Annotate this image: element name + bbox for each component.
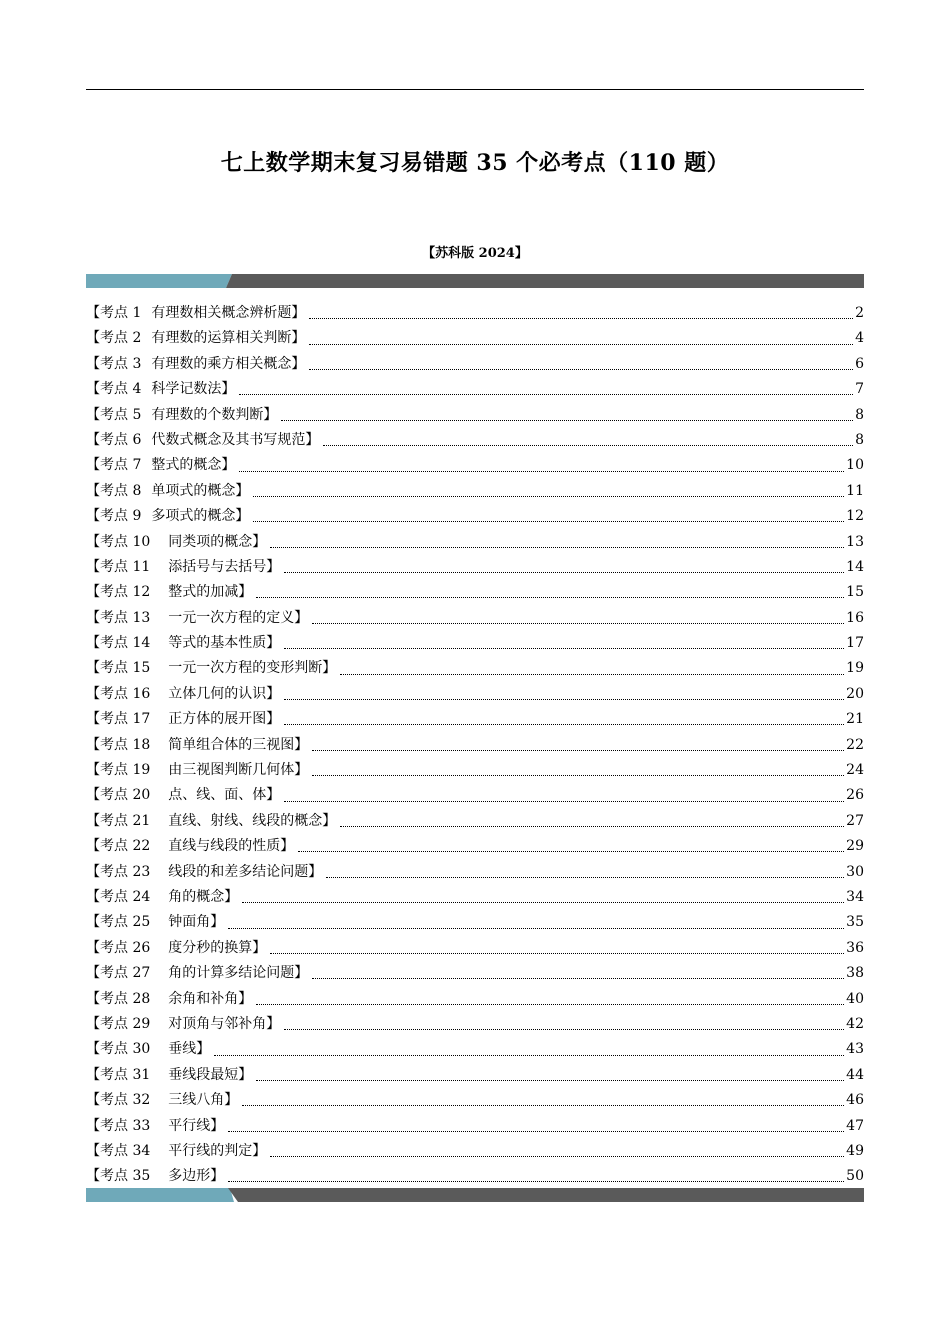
toc-entry-number: 【考点 33 [86,1117,151,1134]
toc-entry-number: 【考点 11 [86,558,151,575]
band-gray-segment [228,1188,864,1202]
toc-entry-number: 【考点 22 [86,838,151,855]
toc-entry[interactable] [86,631,864,656]
toc-entry[interactable] [86,580,864,605]
toc-entry-page: 10 [846,457,864,474]
toc-dot-leader [284,699,844,700]
toc-entry-page: 29 [846,838,864,855]
toc-entry-page: 17 [846,635,864,652]
toc-entry-label [86,504,249,529]
toc-entry-number: 【考点 29 [86,1015,151,1032]
toc-entry-page: 21 [846,711,864,728]
toc-entry-label [86,1012,280,1037]
toc-entry-page: 6 [855,355,864,372]
toc-entry[interactable] [86,1063,864,1088]
toc-entry[interactable] [86,530,864,555]
toc-entry[interactable] [86,479,864,504]
toc-dot-leader [256,1080,844,1081]
toc-dot-leader [340,826,844,827]
toc-entry-title: 一元一次方程的定义】 [168,609,309,626]
toc-dot-leader [228,1131,844,1132]
toc-entry-label [86,580,252,605]
toc-entry-number: 【考点 27 [86,965,151,982]
toc-entry-title: 等式的基本性质】 [168,635,281,652]
toc-entry-title: 整式的加减】 [168,584,253,601]
toc-dot-leader [312,978,844,979]
toc-dot-leader [256,597,844,598]
toc-entry-title: 代数式概念及其书写规范】 [151,431,320,448]
toc-entry-label [86,326,305,351]
toc-dot-leader [284,648,844,649]
toc-entry-label [86,860,322,885]
toc-entry-page: 12 [846,508,864,525]
toc-entry-page: 35 [846,914,864,931]
toc-entry-title: 垂线段最短】 [168,1066,253,1083]
toc-entry-page: 20 [846,685,864,702]
decorative-band-top [86,274,864,288]
toc-entry-page: 8 [855,406,864,423]
toc-entry-page: 44 [846,1066,864,1083]
toc-entry[interactable] [86,1088,864,1113]
toc-entry[interactable] [86,606,864,631]
toc-entry-page: 36 [846,939,864,956]
toc-entry-number: 【考点 15 [86,660,151,677]
toc-entry-title: 一元一次方程的变形判断】 [168,660,337,677]
toc-dot-leader [239,471,844,472]
toc-entry-page: 49 [846,1142,864,1159]
toc-entry-title: 正方体的展开图】 [168,711,281,728]
toc-entry-label [86,783,280,808]
toc-entry-number: 【考点 14 [86,635,151,652]
toc-dot-leader [270,1156,844,1157]
toc-entry-page: 50 [846,1168,864,1185]
toc-entry[interactable] [86,352,864,377]
toc-entry-title: 对顶角与邻补角】 [168,1015,281,1032]
toc-entry-label [86,1088,238,1113]
toc-entry-number: 【考点 21 [86,812,151,829]
toc-entry-title: 有理数的个数判断】 [151,406,278,423]
toc-entry-title: 直线与线段的性质】 [168,838,295,855]
toc-dot-leader [281,420,853,421]
toc-entry-number: 【考点 18 [86,736,151,753]
toc-entry-page: 16 [846,609,864,626]
toc-entry-label [86,936,266,961]
toc-entry-label [86,987,252,1012]
toc-entry-number: 【考点 20 [86,787,151,804]
toc-dot-leader [239,394,853,395]
toc-dot-leader [323,445,853,446]
toc-dot-leader [309,318,853,319]
toc-dot-leader [309,369,853,370]
toc-entry-page: 8 [855,431,864,448]
toc-dot-leader [312,623,844,624]
toc-entry-label [86,885,238,910]
toc-dot-leader [214,1055,844,1056]
toc-entry-page: 30 [846,863,864,880]
toc-entry-label [86,530,266,555]
toc-entry[interactable] [86,1114,864,1139]
toc-entry-label [86,428,319,453]
toc-entry[interactable] [86,809,864,834]
toc-entry-number: 【考点 35 [86,1168,151,1185]
toc-entry-title: 垂线】 [168,1041,211,1058]
toc-entry-label [86,1063,252,1088]
toc-dot-leader [253,521,844,522]
toc-dot-leader [312,750,844,751]
toc-entry-number: 【考点 34 [86,1142,151,1159]
toc-entry-title: 度分秒的换算】 [168,939,267,956]
toc-dot-leader [312,775,844,776]
toc-entry-number: 【考点 16 [86,685,151,702]
toc-dot-leader [309,344,853,345]
band-gray-segment [226,274,864,288]
toc-entry-page: 4 [855,330,864,347]
toc-entry-number: 【考点 7 [86,457,142,474]
toc-entry-page: 40 [846,990,864,1007]
toc-entry-label [86,606,308,631]
toc-dot-leader [284,572,844,573]
toc-entry-number: 【考点 8 [86,482,142,499]
toc-entry-title: 点、线、面、体】 [168,787,281,804]
toc-entry-number: 【考点 10 [86,533,151,550]
toc-entry-title: 整式的概念】 [151,457,236,474]
toc-entry-label [86,910,224,935]
toc-entry[interactable] [86,783,864,808]
toc-entry-number: 【考点 32 [86,1092,151,1109]
toc-entry-label [86,377,235,402]
toc-entry[interactable] [86,377,864,402]
toc-entry-label [86,1114,224,1139]
toc-entry-number: 【考点 5 [86,406,142,423]
toc-entry-number: 【考点 26 [86,939,151,956]
toc-entry-title: 余角和补角】 [168,990,253,1007]
toc-dot-leader [298,851,844,852]
toc-entry-number: 【考点 3 [86,355,142,372]
toc-entry-label [86,1139,266,1164]
band-teal-segment [86,274,232,288]
toc-entry-page: 7 [855,381,864,398]
toc-entry-title: 多项式的概念】 [151,508,250,525]
toc-entry[interactable] [86,301,864,326]
toc-entry-title: 有理数的乘方相关概念】 [151,355,306,372]
toc-entry[interactable] [86,682,864,707]
toc-entry-number: 【考点 31 [86,1066,151,1083]
toc-entry[interactable] [86,707,864,732]
toc-dot-leader [228,1181,844,1182]
toc-dot-leader [340,674,844,675]
toc-entry[interactable] [86,860,864,885]
toc-entry[interactable] [86,834,864,859]
toc-entry-number: 【考点 2 [86,330,142,347]
toc-entry[interactable] [86,428,864,453]
toc-entry-title: 有理数的运算相关判断】 [151,330,306,347]
toc-entry-title: 多边形】 [168,1168,225,1185]
toc-entry-label [86,631,280,656]
toc-entry[interactable] [86,1139,864,1164]
toc-entry[interactable] [86,987,864,1012]
toc-entry-number: 【考点 24 [86,888,151,905]
toc-entry-page: 26 [846,787,864,804]
toc-entry-title: 添括号与去括号】 [168,558,281,575]
toc-entry-title: 线段的和差多结论问题】 [168,863,323,880]
toc-entry-page: 46 [846,1092,864,1109]
toc-entry[interactable] [86,1164,864,1189]
toc-entry[interactable] [86,504,864,529]
toc-dot-leader [253,496,844,497]
toc-entry-page: 13 [846,533,864,550]
toc-dot-leader [270,953,844,954]
toc-dot-leader [284,724,844,725]
toc-entry-title: 角的计算多结论问题】 [168,965,309,982]
toc-entry-page: 14 [846,558,864,575]
document-title: 七上数学期末复习易错题 35 个必考点（110 题） [220,150,730,176]
toc-entry-label [86,758,308,783]
toc-entry-label [86,733,308,758]
toc-dot-leader [326,877,844,878]
toc-entry-label [86,555,280,580]
toc-entry-title: 简单组合体的三视图】 [168,736,309,753]
toc-dot-leader [242,902,844,903]
toc-entry-label [86,707,280,732]
toc-entry-page: 42 [846,1015,864,1032]
decorative-band-bottom [86,1188,864,1202]
toc-entry-page: 15 [846,584,864,601]
toc-dot-leader [256,1004,844,1005]
band-teal-segment [86,1188,234,1202]
toc-entry-label [86,682,280,707]
toc-entry[interactable] [86,656,864,681]
toc-entry[interactable] [86,936,864,961]
toc-entry-page: 47 [846,1117,864,1134]
toc-entry-number: 【考点 12 [86,584,151,601]
toc-entry-number: 【考点 28 [86,990,151,1007]
toc-entry-number: 【考点 6 [86,431,142,448]
toc-entry-page: 11 [846,482,864,499]
toc-entry-number: 【考点 9 [86,508,142,525]
toc-entry-page: 2 [855,305,864,321]
toc-entry-title: 角的概念】 [168,888,239,905]
toc-entry-number: 【考点 30 [86,1041,151,1058]
toc-entry[interactable] [86,733,864,758]
toc-entry[interactable] [86,910,864,935]
toc-dot-leader [284,1029,844,1030]
toc-entry[interactable] [86,326,864,351]
table-of-contents [86,301,864,1190]
toc-dot-leader [228,928,844,929]
toc-entry-title: 直线、射线、线段的概念】 [168,812,337,829]
toc-entry-label [86,352,305,377]
toc-entry-label [86,403,277,428]
toc-entry-page: 34 [846,888,864,905]
toc-entry[interactable] [86,758,864,783]
toc-entry-number: 【考点 1 [86,305,142,321]
toc-entry-title: 平行线的判定】 [168,1142,267,1159]
toc-entry-label [86,656,336,681]
toc-dot-leader [270,547,844,548]
toc-dot-leader [242,1105,844,1106]
toc-entry-label [86,453,235,478]
toc-entry[interactable] [86,453,864,478]
document-subtitle: 【苏科版 2024】 [422,246,528,261]
toc-entry-label [86,1164,224,1189]
toc-entry-page: 19 [846,660,864,677]
toc-entry-number: 【考点 17 [86,711,151,728]
toc-entry-title: 立体几何的认识】 [168,685,281,702]
header-rule [86,89,864,90]
toc-entry[interactable] [86,1012,864,1037]
toc-entry-number: 【考点 23 [86,863,151,880]
toc-dot-leader [284,801,844,802]
toc-entry-title: 科学记数法】 [151,381,236,398]
toc-entry-label [86,301,305,326]
toc-entry-label [86,1037,210,1062]
toc-entry-label [86,834,294,859]
toc-entry-page: 27 [846,812,864,829]
toc-entry-title: 有理数相关概念辨析题】 [151,305,306,321]
toc-entry-title: 单项式的概念】 [151,482,250,499]
toc-entry[interactable] [86,1037,864,1062]
toc-entry-page: 22 [846,736,864,753]
toc-entry-number: 【考点 19 [86,762,151,779]
toc-entry-page: 24 [846,762,864,779]
toc-entry-title: 同类项的概念】 [168,533,267,550]
toc-entry-title: 钟面角】 [168,914,225,931]
toc-entry-page: 38 [846,965,864,982]
toc-entry[interactable] [86,961,864,986]
toc-entry[interactable] [86,555,864,580]
toc-entry-number: 【考点 25 [86,914,151,931]
toc-entry-number: 【考点 13 [86,609,151,626]
toc-entry-label [86,479,249,504]
toc-entry-label [86,961,308,986]
toc-entry-title: 平行线】 [168,1117,225,1134]
toc-entry-title: 三线八角】 [168,1092,239,1109]
toc-entry-number: 【考点 4 [86,381,142,398]
toc-entry-label [86,809,336,834]
toc-entry[interactable] [86,403,864,428]
toc-entry[interactable] [86,885,864,910]
toc-entry-title: 由三视图判断几何体】 [168,762,309,779]
toc-entry-page: 43 [846,1041,864,1058]
